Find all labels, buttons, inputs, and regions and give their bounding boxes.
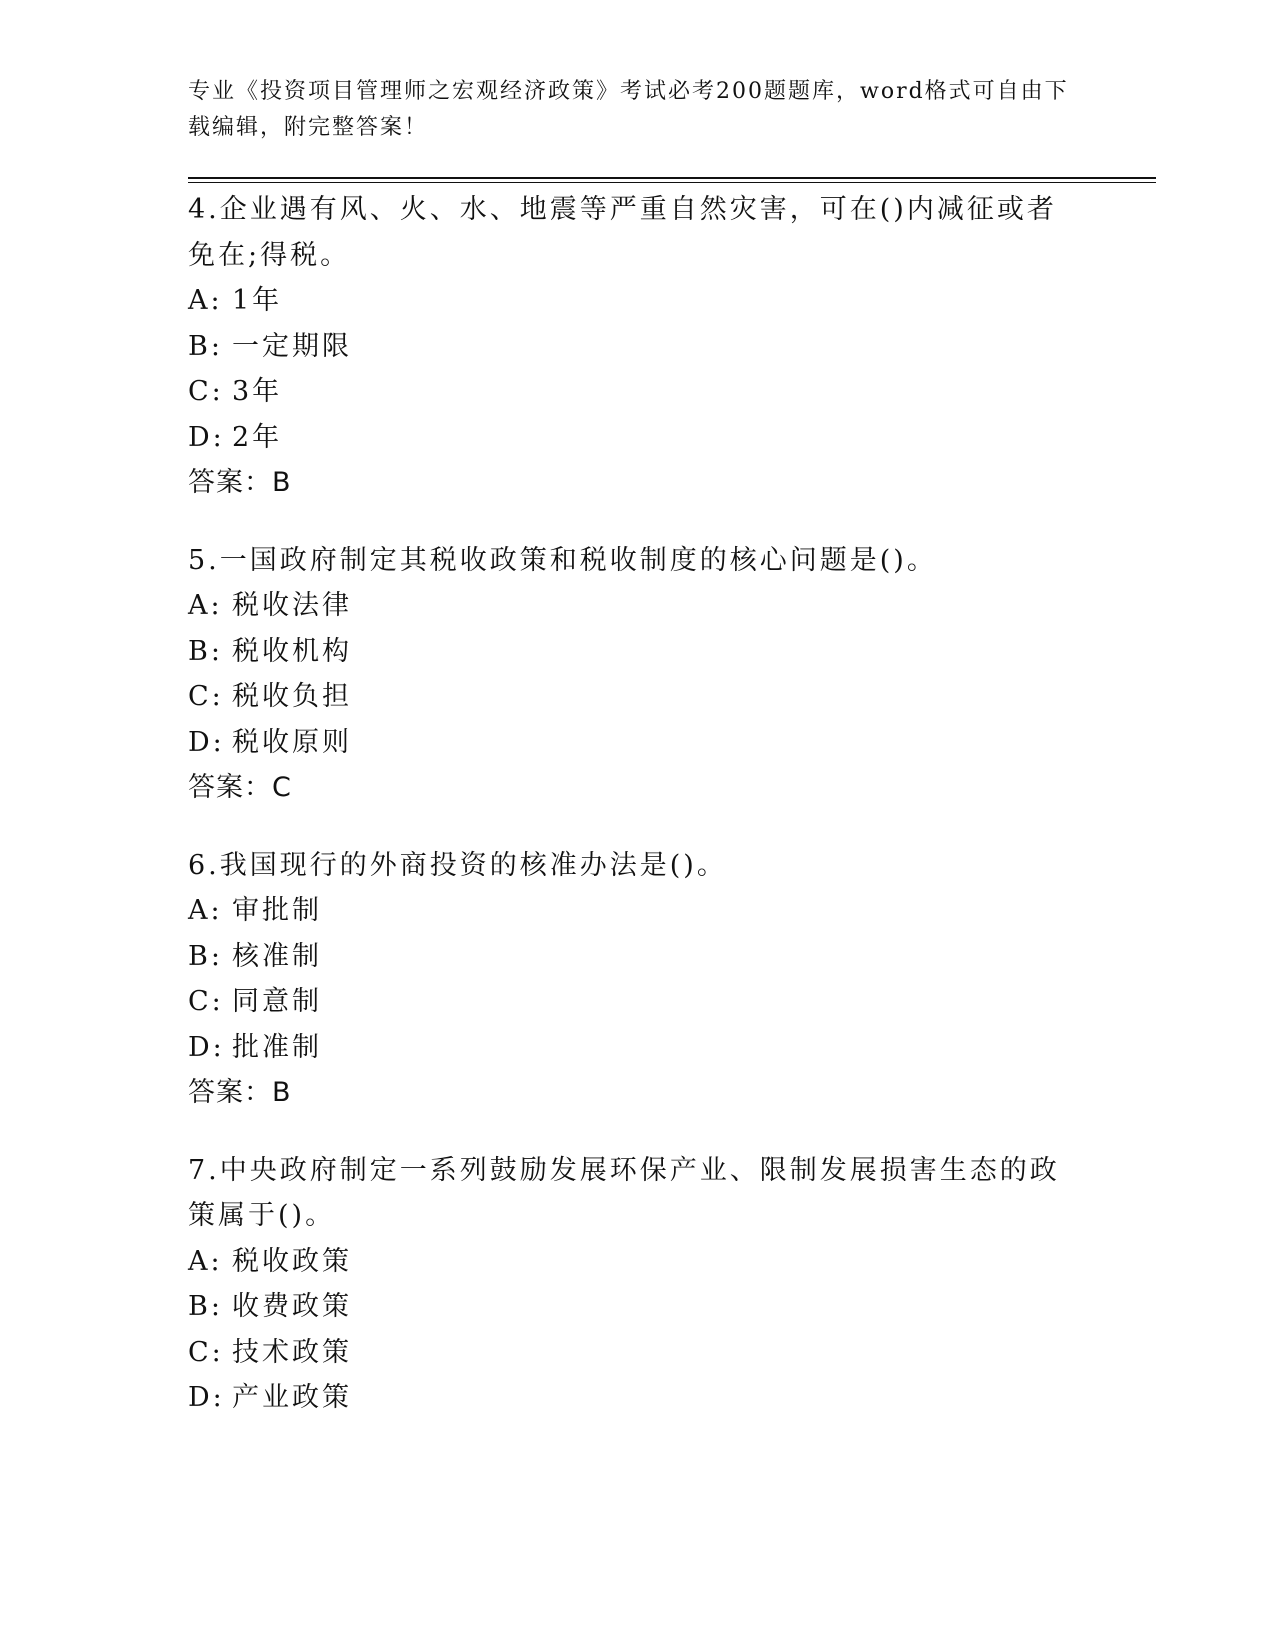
option-c: [188, 674, 1068, 720]
option-b: [188, 629, 1068, 675]
option-key: C:: [188, 681, 224, 712]
option-text: 一定期限: [232, 330, 352, 362]
header-divider-thin: [188, 182, 1156, 183]
question-item: [188, 843, 1068, 1116]
option-b: [188, 934, 1068, 980]
option-text: 审批制: [232, 895, 322, 926]
option-a: [188, 583, 1068, 629]
question-item: [188, 187, 1068, 506]
option-text: 税收负担: [232, 681, 352, 712]
header-divider-thick: [188, 177, 1156, 179]
option-key: D:: [188, 421, 225, 453]
option-a: [188, 278, 1068, 324]
answer-line: 答案：B: [188, 467, 292, 498]
option-d: [188, 720, 1068, 766]
option-c: [188, 369, 1068, 415]
option-key: B:: [188, 1291, 223, 1322]
option-key: A:: [188, 590, 223, 621]
option-text: 税收机构: [232, 635, 352, 667]
option-key: C:: [188, 376, 224, 407]
option-key: A:: [188, 285, 223, 316]
option-a: [188, 1239, 1068, 1285]
option-b: [188, 1284, 1068, 1330]
option-key: D:: [188, 1382, 225, 1413]
question-item: [188, 538, 1068, 811]
option-key: D:: [188, 1031, 225, 1063]
option-key: C:: [188, 1336, 224, 1368]
option-key: A:: [188, 1245, 223, 1277]
option-b: [188, 324, 1068, 370]
option-text: 批准制: [232, 1031, 322, 1063]
option-d: [188, 1375, 1068, 1421]
question-list: [188, 187, 1068, 1453]
option-key: A:: [188, 895, 223, 926]
option-text: 税收政策: [232, 1245, 352, 1277]
option-text: 税收法律: [232, 590, 352, 621]
option-d: [188, 1025, 1068, 1071]
option-key: B:: [188, 940, 223, 972]
option-text: 3年: [232, 376, 283, 407]
option-text: 1年: [232, 285, 283, 316]
option-c: [188, 979, 1068, 1025]
option-text: 2年: [232, 421, 283, 453]
option-key: B:: [188, 330, 223, 362]
document-header: 专业《投资项目管理师之宏观经济政策》考试必考200题题库，word格式可自由下载编辑，附完整答案！: [188, 79, 1069, 140]
option-text: 同意制: [232, 986, 322, 1017]
question-text: 5.一国政府制定其税收政策和税收制度的核心问题是()。: [188, 544, 937, 576]
option-text: 核准制: [232, 940, 322, 972]
option-c: [188, 1330, 1068, 1376]
option-a: [188, 888, 1068, 934]
option-text: 技术政策: [232, 1336, 352, 1368]
question-text: 6.我国现行的外商投资的核准办法是()。: [188, 849, 727, 881]
question-item: [188, 1148, 1068, 1421]
question-text: 4.企业遇有风、火、水、地震等严重自然灾害，可在()内减征或者免在;得税。: [188, 194, 1057, 271]
option-text: 收费政策: [232, 1291, 352, 1322]
option-key: C:: [188, 986, 224, 1017]
option-d: [188, 415, 1068, 461]
option-key: D:: [188, 726, 225, 758]
option-text: 产业政策: [232, 1382, 352, 1413]
option-text: 税收原则: [232, 726, 352, 758]
option-key: B:: [188, 635, 223, 667]
answer-line: 答案：B: [188, 1077, 292, 1108]
answer-line: 答案：C: [188, 772, 292, 803]
question-text: 7.中央政府制定一系列鼓励发展环保产业、限制发展损害生态的政策属于()。: [188, 1154, 1060, 1231]
